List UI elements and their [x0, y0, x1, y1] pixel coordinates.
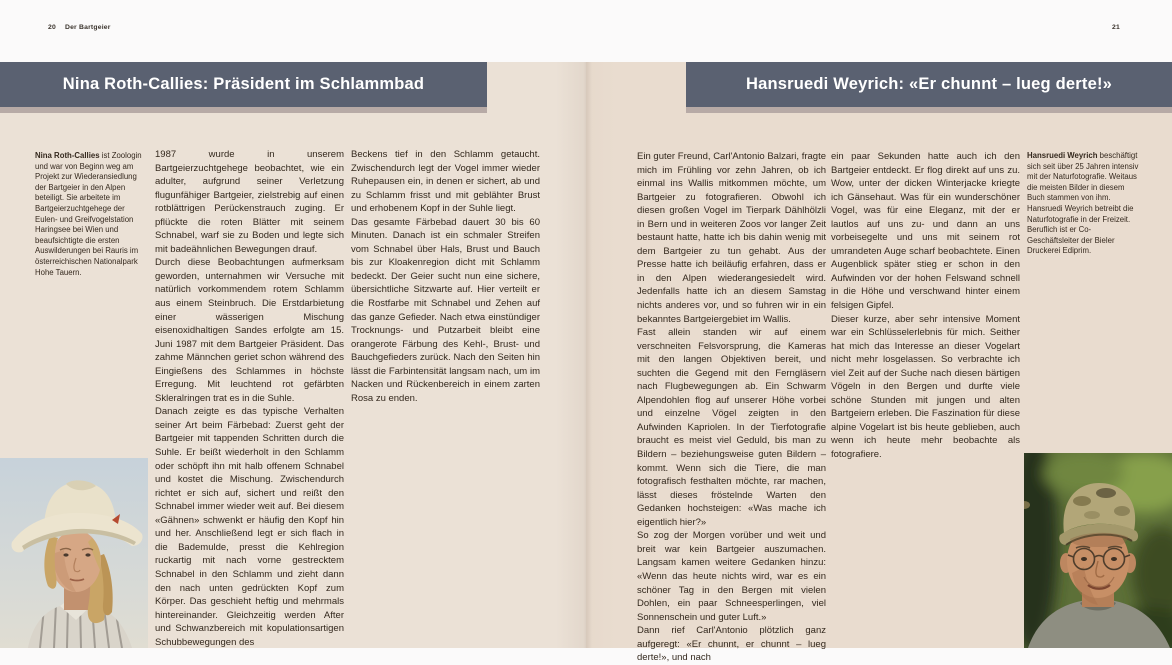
- right-page-title: Hansruedi Weyrich: «Er chunnt – lueg derte!»: [745, 75, 1113, 93]
- paragraph: Durch diese Beobachtungen aufmerksam geworden, unternahmen wir Versuche mit natürlich vorkommendem rotem Schlamm aus einem Steinbruch. Die Erstdarbietung einer wässerigen Mischung eisenoxidhaltigen Sandes erfolgte am 15. Juni 1987 mit dem Bartgeier Präsident. Das zahme Männchen geriet schon während des Eingießens des Schlammes in höchste Erregung. Mit leuchtend rot gefärbten Skleralringen trat es in die Suhle.: [155, 257, 344, 404]
- running-header-right: [1112, 24, 1120, 31]
- running-header-left: [48, 24, 111, 31]
- title-bar-left-shadow: [0, 107, 487, 113]
- spine-shadow: [556, 62, 616, 648]
- right-margin-bio: [1027, 151, 1139, 257]
- bio-text-hansruedi: beschäftigt sich seit über 25 Jahren intensiv mit der Naturfotografie. Weitaus die meisten Bilder in diesem Buch stammen von ihm. Hansruedi Weyrich betreibt die Naturfotografie in der Freizeit. Beruflich ist er Co-Geschäftsleiter der Bieler Druckerei Ediprim.: [1027, 151, 1139, 256]
- paragraph: Beckens tief in den Schlamm getaucht. Zwischendurch legt der Vogel immer wieder Ruhepausen ein, in denen er sichert, ab und zu Schlamm frisst und mit geblähter Brust und erhobenem Kopf in der Suhle liegt.: [351, 149, 540, 215]
- paragraph: Das gesamte Färbebad dauert 30 bis 60 Minuten. Danach ist ein schmaler Streifen vom Schnabel über Hals, Brust und Bauch bis zur Kloakenregion dicht mit Schlamm bedeckt. Der Geier sucht nun eine sichere, übersichtliche Sitzwarte auf. Hier verteilt er die Rostfarbe mit Schnabel und Zehen auf das ganze Gefieder. Nach etwa einstündiger Trocknungs- und Putzarbeit bleibt eine orangerote Färbung des Kehl-, Brust- und Bauchgefieders zurück. Nach den Seiten hin lässt die Farbintensität langsam nach, um im Nacken und Rückenbereich in einem zarten Rosa zu enden.: [351, 216, 540, 404]
- eye: [63, 553, 68, 556]
- bio-text-nina: ist Zoologin und war von Beginn weg am Projekt zur Wiederansiedlung der Bartgeier in den Alpen beteiligt. Sie arbeitete im Bartgeierzuchtgehege der Eulen- und Greifvogelstation Haringsee bei Wien und beaufsichtigte die ersten Auswilderungen bei Rauris im österreichischen Nationalpark Hohe Tauern.: [35, 151, 142, 277]
- eye: [85, 553, 90, 556]
- nina-portrait-illustration: [0, 458, 148, 648]
- nina-portrait-photo: [0, 458, 148, 648]
- left-page-column-1: [155, 148, 344, 649]
- right-page-column-1: [637, 150, 826, 665]
- running-title: Der Bartgeier: [64, 24, 111, 31]
- left-page-column-2: [351, 148, 540, 405]
- paragraph: Ein guter Freund, Carl'Antonio Balzari, fragte mich im Frühling vor zehn Jahren, ob ich einmal ins Wallis mitkommen möchte, um Bartgeier zu fotografieren. Obwohl ich diesen großen Vogel im Tierpark Dählhölzli in Bern und in weiteren Zoos vor langer Zeit bestaunt hatte, hatte ich bis dahin wenig mit dem Bartgeier zu tun gehabt. Aus der Presse hatte ich beiläufig erfahren, dass er in den Alpen wiederangesiedelt wird. Jedenfalls hatte ich an diesem Samstag nichts anderes vor, und so fuhren wir in ein bekanntes Bartgeiergebiet im Wallis.: [637, 151, 826, 325]
- bio-name-nina: Nina Roth-Callies: [35, 151, 100, 160]
- title-bar-left: [0, 62, 487, 107]
- page-number-left: 20: [48, 24, 56, 31]
- title-bar-right-shadow: [686, 107, 1172, 113]
- page-number-right: 21: [1112, 24, 1120, 31]
- eye: [1081, 557, 1087, 561]
- paragraph: Fast allein standen wir auf einem verschneiten Felsvorsprung, die Kameras mit den langen Objektiven bereit, und suchten die Gegend mit den Ferngläsern nach Flugbewegungen ab. Ein Schwarm Alpendohlen flog auf unserer Höhe vorbei und einzelne Vögel zeigten in den Aufwinden Kapriolen. In der Tierfotografie braucht es meist viel Geduld, bis man zu Bildern – beziehungsweise guten Bildern – kommt. Wenn sich die Tiere, die man fotografisch festhalten möchte, rar machen, lässt dieses fröstelnde Warten den Gedanken hochsteigen: «Was mache ich eigentlich hier?»: [637, 327, 826, 528]
- paragraph: Dann rief Carl'Antonio plötzlich ganz aufgeregt: «Er chunnt, er chunnt – lueg derte!», und nach: [637, 625, 826, 664]
- hansruedi-portrait-illustration: [1024, 453, 1172, 648]
- paragraph: Dieser kurze, aber sehr intensive Moment war ein Schlüsselerlebnis für mich. Seither hat mich das Interesse an dieser Vogelart nicht mehr losgelassen. So verbrachte ich viel Zeit auf der Suche nach diesen bärtigen Vögeln in den Bergen und durfte viele schöne Stunden mit jungen und alten Bartgeiern erleben. Die Faszination für diese alpine Vogelart ist bis heute geblieben, auch wenn ich heute mehr beobachte als fotografiere.: [831, 313, 1020, 461]
- hansruedi-portrait-photo: [1024, 453, 1172, 648]
- paragraph: So zog der Morgen vorüber und weit und breit war kein Bartgeier auszumachen. Langsam kamen weitere Gedanken hinzu: «Wenn das heute nichts wird, war es ein schöner Tag in den Bergen mit vielen Dohlen, ein paar Schneesperlingen, viel Sonnenschein und guter Luft.»: [637, 530, 826, 623]
- paragraph: ein paar Sekunden hatte auch ich den Bartgeier entdeckt. Er flog direkt auf uns zu. Wow, unter der dicken Winterjacke kriegte ich Gänsehaut. Was für ein wunderschöner Vogel, was für eine Eleganz, mit der er lautlos auf uns zu- und dann an uns vorbeisegelte und uns mit seinem rot umrandeten Auge scharf beobachtete. Einen Augenblick später stieg er schon in den Aufwinden vor der hohen Felswand schnell in die Höhe und verschwand hinter einem felsigen Gipfel.: [831, 151, 1020, 312]
- paragraph: 1987 wurde in unserem Bartgeierzuchtgehege beobachtet, wie ein adulter, aufgrund seiner Verletzung flugunfähiger Bartgeier, zielstrebig auf einen rotblättrigen Perückenstrauch zuging. Er pflückte die roten Blätter mit seinem Schnabel, warf sie zu Boden und legte sich mit badeähnlichen Bewegungen drauf.: [155, 149, 344, 255]
- paragraph: Danach zeigte es das typische Verhalten seiner Art beim Färbebad: Zuerst geht der Bartgeier mit tappenden Schritten durch die Suhle. Er beißt wiederholt in den Schlamm oder schöpft ihn mit halb offenem Schnabel und kostet die Mischung. Zwischendurch richtet er sich auf, sichert und reißt den Schnabel immer wieder weit auf. Bei diesem «Gähnen» schwenkt er häufig den Kopf hin und her. Anschließend legt er sich flach in die Bademulde, presst die Kehlregion ruckartig mit nach vorne gestrecktem Schnabel in den Schlamm und zieht dann den nach unten gedrückten Kopf zum Körper. Das geschieht heftig und mehrmals hintereinander. Gleichzeitig werden After und Schwanzbereich mit kopulationsartigen Schubbewegungen des: [155, 406, 344, 648]
- bio-name-hansruedi: Hansruedi Weyrich: [1027, 151, 1098, 160]
- title-bar-right: [686, 62, 1172, 107]
- left-margin-bio: [35, 151, 147, 278]
- eye: [1111, 557, 1117, 561]
- right-page-column-2: [831, 150, 1020, 462]
- left-page-title: Nina Roth-Callies: Präsident im Schlammbad: [62, 75, 425, 93]
